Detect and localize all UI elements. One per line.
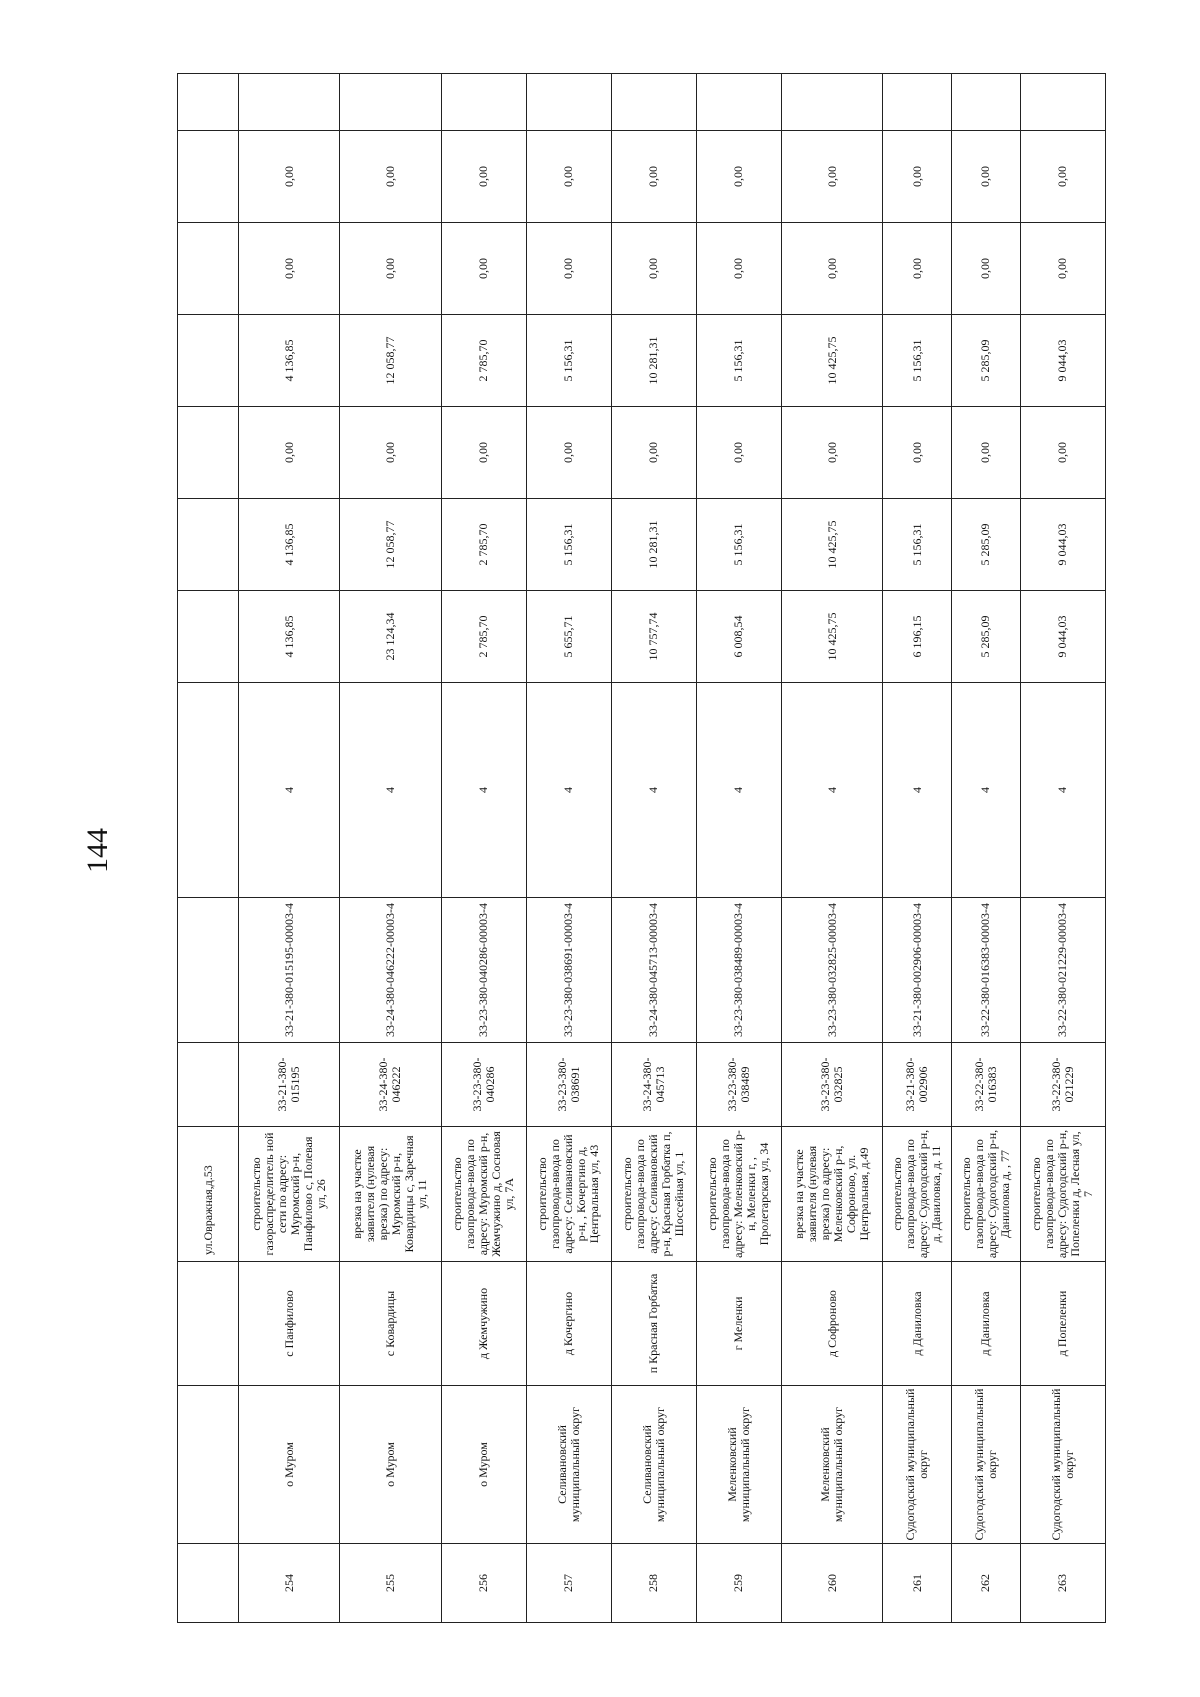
amount-5: 0,00 <box>526 223 611 315</box>
district: о Муром <box>340 1386 441 1544</box>
locality: д Попеленки <box>1020 1262 1105 1386</box>
amount-6: 0,00 <box>952 131 1021 223</box>
carry-over-cell <box>178 131 239 223</box>
amount-6: 0,00 <box>340 131 441 223</box>
amount-6: 0,00 <box>239 131 340 223</box>
row-number: 260 <box>781 1544 882 1623</box>
district: Меленковский муниципальный округ <box>696 1386 781 1544</box>
amount-4: 9 044,03 <box>1020 315 1105 407</box>
object-id: 33-23-380-038691-00003-4 <box>526 898 611 1043</box>
amount-3: 0,00 <box>340 407 441 499</box>
amount-5: 0,00 <box>1020 223 1105 315</box>
amount-3: 0,00 <box>696 407 781 499</box>
carry-over-cell <box>178 1386 239 1544</box>
amount-2: 9 044,03 <box>1020 499 1105 591</box>
table-row <box>239 74 340 1623</box>
amount-6: 0,00 <box>781 131 882 223</box>
district: Селивановский муниципальный округ <box>526 1386 611 1544</box>
object-id: 33-23-380-040286-00003-4 <box>441 898 526 1043</box>
amount-5: 0,00 <box>952 223 1021 315</box>
cadastral-number: 33-21-380-002906 <box>883 1043 952 1127</box>
amount-3: 0,00 <box>952 407 1021 499</box>
carry-over-cell <box>178 683 239 898</box>
amount-2: 5 156,31 <box>696 499 781 591</box>
amount-6: 0,00 <box>526 131 611 223</box>
category: 4 <box>239 683 340 898</box>
carry-over-address: ул.Овражная,д.53 <box>178 1127 239 1262</box>
amount-4: 5 156,31 <box>526 315 611 407</box>
carry-over-cell <box>178 1544 239 1623</box>
table-row <box>441 74 526 1623</box>
work-description: строительство газопровода-ввода по адресу: Меленковский р-н, Меленки г, , Пролетарская ул, 34 <box>696 1127 781 1262</box>
amount-5: 0,00 <box>883 223 952 315</box>
district: Судогодский муниципальный округ <box>952 1386 1021 1544</box>
amount-3: 0,00 <box>781 407 882 499</box>
work-description: строительство газопровода-ввода по адресу: Селивановский р-н, Красная Горбатка п, Шоссейная ул, 1 <box>611 1127 696 1262</box>
empty-cell <box>340 74 441 131</box>
carry-over-cell <box>178 1262 239 1386</box>
category: 4 <box>526 683 611 898</box>
row-number: 258 <box>611 1544 696 1623</box>
amount-2: 5 156,31 <box>883 499 952 591</box>
object-id: 33-23-380-038489-00003-4 <box>696 898 781 1043</box>
district: Селивановский муниципальный округ <box>611 1386 696 1544</box>
registry-table-sheet <box>177 74 1106 1623</box>
table-row <box>526 74 611 1623</box>
object-id: 33-24-380-046222-00003-4 <box>340 898 441 1043</box>
amount-1: 5 285,09 <box>952 591 1021 683</box>
amount-2: 5 156,31 <box>526 499 611 591</box>
row-number: 261 <box>883 1544 952 1623</box>
amount-2: 10 281,31 <box>611 499 696 591</box>
row-number: 255 <box>340 1544 441 1623</box>
amount-6: 0,00 <box>611 131 696 223</box>
cadastral-number: 33-24-380-046222 <box>340 1043 441 1127</box>
locality: с Ковардицы <box>340 1262 441 1386</box>
amount-6: 0,00 <box>1020 131 1105 223</box>
locality: п Красная Горбатка <box>611 1262 696 1386</box>
amount-6: 0,00 <box>441 131 526 223</box>
work-description: строительство газопровода-ввода по адресу: Муромский р-н, Жемчужино д, Сосновая ул, 7А <box>441 1127 526 1262</box>
registry-table <box>177 73 1106 1623</box>
row-number: 259 <box>696 1544 781 1623</box>
amount-1: 10 757,74 <box>611 591 696 683</box>
object-id: 33-21-380-015195-00003-4 <box>239 898 340 1043</box>
amount-2: 10 425,75 <box>781 499 882 591</box>
work-description: строительство газопровода-ввода по адресу: Судогодский р-н, Даниловка д, , 77 <box>952 1127 1021 1262</box>
page-number: 144 <box>81 828 114 873</box>
amount-1: 2 785,70 <box>441 591 526 683</box>
cadastral-number: 33-23-380-038691 <box>526 1043 611 1127</box>
empty-cell <box>696 74 781 131</box>
table-row <box>1020 74 1105 1623</box>
amount-5: 0,00 <box>696 223 781 315</box>
table-row <box>952 74 1021 1623</box>
amount-4: 5 285,09 <box>952 315 1021 407</box>
district: о Муром <box>239 1386 340 1544</box>
amount-1: 6 008,54 <box>696 591 781 683</box>
cadastral-number: 33-23-380-040286 <box>441 1043 526 1127</box>
carry-over-cell <box>178 591 239 683</box>
work-description: строительство газораспределитель ной сети по адресу: Муромский р-н, Панфилово с, Полевая ул, 26 <box>239 1127 340 1262</box>
empty-cell <box>883 74 952 131</box>
carry-over-cell <box>178 223 239 315</box>
amount-2: 12 058,77 <box>340 499 441 591</box>
amount-5: 0,00 <box>239 223 340 315</box>
amount-1: 4 136,85 <box>239 591 340 683</box>
empty-cell <box>952 74 1021 131</box>
table-row <box>611 74 696 1623</box>
category: 4 <box>611 683 696 898</box>
amount-4: 2 785,70 <box>441 315 526 407</box>
amount-5: 0,00 <box>781 223 882 315</box>
amount-1: 9 044,03 <box>1020 591 1105 683</box>
cadastral-number: 33-21-380-015195 <box>239 1043 340 1127</box>
cadastral-number: 33-24-380-045713 <box>611 1043 696 1127</box>
object-id: 33-23-380-032825-00003-4 <box>781 898 882 1043</box>
amount-4: 12 058,77 <box>340 315 441 407</box>
carry-over-row <box>178 74 239 1623</box>
row-number: 257 <box>526 1544 611 1623</box>
amount-3: 0,00 <box>611 407 696 499</box>
amount-3: 0,00 <box>239 407 340 499</box>
row-number: 262 <box>952 1544 1021 1623</box>
work-description: врезка на участке заявителя (нулевая врезка) по адресу: Муромский р-н, Ковардицы с, Заречная ул, 11 <box>340 1127 441 1262</box>
table-row <box>696 74 781 1623</box>
carry-over-cell <box>178 499 239 591</box>
locality: д Кочергино <box>526 1262 611 1386</box>
cadastral-number: 33-22-380-021229 <box>1020 1043 1105 1127</box>
object-id: 33-21-380-002906-00003-4 <box>883 898 952 1043</box>
amount-2: 5 285,09 <box>952 499 1021 591</box>
empty-cell <box>441 74 526 131</box>
row-number: 254 <box>239 1544 340 1623</box>
locality: д Даниловка <box>883 1262 952 1386</box>
locality: д Софроново <box>781 1262 882 1386</box>
district: Судогодский муниципальный округ <box>1020 1386 1105 1544</box>
district: о Муром <box>441 1386 526 1544</box>
carry-over-cell <box>178 315 239 407</box>
amount-6: 0,00 <box>696 131 781 223</box>
work-description: строительство газопровода-ввода по адресу: Селивановский р-н, , Кочергино д, Центральная ул, 43 <box>526 1127 611 1262</box>
carry-over-cell <box>178 898 239 1043</box>
category: 4 <box>883 683 952 898</box>
work-description: врезка на участке заявителя (нулевая врезка) по адресу: Меленковский р-н, Софроново, ул. Центральная, д.49 <box>781 1127 882 1262</box>
cadastral-number: 33-23-380-032825 <box>781 1043 882 1127</box>
amount-5: 0,00 <box>611 223 696 315</box>
empty-cell <box>239 74 340 131</box>
amount-4: 4 136,85 <box>239 315 340 407</box>
amount-4: 5 156,31 <box>696 315 781 407</box>
empty-cell <box>781 74 882 131</box>
carry-over-cell <box>178 407 239 499</box>
amount-3: 0,00 <box>441 407 526 499</box>
empty-cell <box>1020 74 1105 131</box>
empty-cell <box>526 74 611 131</box>
category: 4 <box>1020 683 1105 898</box>
carry-over-cell <box>178 1043 239 1127</box>
cadastral-number: 33-22-380-016383 <box>952 1043 1021 1127</box>
category: 4 <box>340 683 441 898</box>
amount-6: 0,00 <box>883 131 952 223</box>
amount-1: 6 196,15 <box>883 591 952 683</box>
carry-over-cell <box>178 74 239 131</box>
amount-4: 5 156,31 <box>883 315 952 407</box>
amount-1: 5 655,71 <box>526 591 611 683</box>
amount-1: 23 124,34 <box>340 591 441 683</box>
row-number: 263 <box>1020 1544 1105 1623</box>
category: 4 <box>952 683 1021 898</box>
amount-5: 0,00 <box>340 223 441 315</box>
table-row <box>340 74 441 1623</box>
amount-2: 4 136,85 <box>239 499 340 591</box>
district: Меленковский муниципальный округ <box>781 1386 882 1544</box>
locality: г Меленки <box>696 1262 781 1386</box>
locality: с Панфилово <box>239 1262 340 1386</box>
locality: д Даниловка <box>952 1262 1021 1386</box>
amount-3: 0,00 <box>883 407 952 499</box>
cadastral-number: 33-23-380-038489 <box>696 1043 781 1127</box>
work-description: строительство газопровода-ввода по адресу: Судогодский р-н, д. Даниловка, д. 11 <box>883 1127 952 1262</box>
category: 4 <box>696 683 781 898</box>
amount-3: 0,00 <box>526 407 611 499</box>
amount-1: 10 425,75 <box>781 591 882 683</box>
locality: д Жемчужино <box>441 1262 526 1386</box>
empty-cell <box>611 74 696 131</box>
amount-2: 2 785,70 <box>441 499 526 591</box>
amount-3: 0,00 <box>1020 407 1105 499</box>
table-row <box>883 74 952 1623</box>
amount-4: 10 281,31 <box>611 315 696 407</box>
amount-4: 10 425,75 <box>781 315 882 407</box>
table-row <box>781 74 882 1623</box>
object-id: 33-24-380-045713-00003-4 <box>611 898 696 1043</box>
district: Судогодский муниципальный округ <box>883 1386 952 1544</box>
work-description: строительство газопровода-ввода по адресу: Судогодский р-н, Попеленки д, Лесная ул, 7 <box>1020 1127 1105 1262</box>
object-id: 33-22-380-016383-00003-4 <box>952 898 1021 1043</box>
object-id: 33-22-380-021229-00003-4 <box>1020 898 1105 1043</box>
amount-5: 0,00 <box>441 223 526 315</box>
row-number: 256 <box>441 1544 526 1623</box>
category: 4 <box>441 683 526 898</box>
category: 4 <box>781 683 882 898</box>
